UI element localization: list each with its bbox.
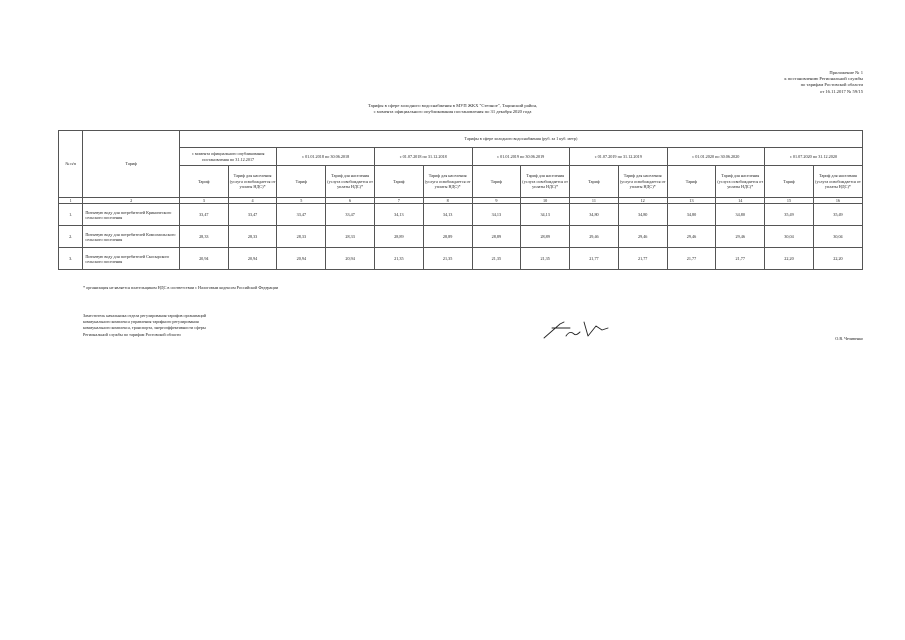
table-cell: 21,35 bbox=[472, 248, 521, 270]
table-cell: 20,94 bbox=[228, 248, 277, 270]
table-cell: 21,35 bbox=[521, 248, 570, 270]
column-number: 7 bbox=[374, 198, 423, 204]
table-cell: 34,80 bbox=[570, 204, 619, 226]
header-period-6: с 01.01.2020 по 30.06.2020 bbox=[667, 148, 765, 166]
header-period-3: с 01.07.2018 по 31.12.2018 bbox=[374, 148, 472, 166]
column-number: 13 bbox=[667, 198, 716, 204]
table-cell: 35,49 bbox=[813, 204, 862, 226]
table-cell: 34,13 bbox=[472, 204, 521, 226]
column-number: 15 bbox=[765, 198, 814, 204]
table-cell: 33,47 bbox=[228, 204, 277, 226]
table-row bbox=[59, 226, 863, 248]
subheader-population: Тариф для населения (услуга освобождается от уплаты НДС)* bbox=[228, 166, 277, 198]
table-cell: 34,80 bbox=[618, 204, 667, 226]
signer-line-1: Заместитель начальника отдела регулирования тарифов организаций bbox=[83, 313, 207, 318]
column-number: 9 bbox=[472, 198, 521, 204]
table-cell: 20,94 bbox=[179, 248, 228, 270]
appendix-line-4: от 16.11.2017 № 59/15 bbox=[819, 88, 863, 94]
table-cell: 21,77 bbox=[618, 248, 667, 270]
row-name: Питьевую воду для потребителей Кринического сельского поселения bbox=[83, 204, 180, 226]
header-tariff: Тариф bbox=[83, 131, 180, 198]
table-cell: 28,33 bbox=[277, 226, 326, 248]
table-row bbox=[59, 248, 863, 270]
table-cell: 28,33 bbox=[228, 226, 277, 248]
subheader-tariff: Тариф bbox=[277, 166, 326, 198]
subheader-population: Тариф для населения (услуга освобождается от уплаты НДС)* bbox=[618, 166, 667, 198]
column-number: 16 bbox=[813, 198, 862, 204]
subheader-population: Тариф для населения (услуга освобождается от уплаты НДС)* bbox=[813, 166, 862, 198]
row-name: Питьевую воду для потребителей Скосырского сельского поселения bbox=[83, 248, 180, 270]
header-period-1: с момента официального опубликования постановления по 31.12.2017 bbox=[179, 148, 277, 166]
signer-line-4: Региональной службы по тарифам Ростовской области bbox=[83, 331, 181, 337]
table-cell: 30,04 bbox=[813, 226, 862, 248]
column-number: 2 bbox=[83, 198, 180, 204]
table-cell: 28,89 bbox=[374, 226, 423, 248]
subheader-tariff: Тариф bbox=[765, 166, 814, 198]
appendix-block bbox=[784, 70, 863, 95]
table-cell: 28,33 bbox=[179, 226, 228, 248]
title-line-1: Тарифы в сфере холодного водоснабжения в МУП ЖКХ "Степное", Тацинский район, bbox=[367, 103, 538, 108]
handwritten-signature bbox=[540, 318, 610, 347]
table-cell: 21,77 bbox=[716, 248, 765, 270]
header-period-7: с 01.07.2020 по 31.12.2020 bbox=[765, 148, 863, 166]
table-cell: 34,80 bbox=[716, 204, 765, 226]
table-cell: 21,77 bbox=[667, 248, 716, 270]
table-cell: 21,35 bbox=[374, 248, 423, 270]
subheader-population: Тариф для населения (услуга освобождается от уплаты НДС)* bbox=[716, 166, 765, 198]
table-cell: 35,49 bbox=[765, 204, 814, 226]
table-cell: 28,89 bbox=[521, 226, 570, 248]
appendix-line-3: по тарифам Ростовской области bbox=[800, 82, 863, 88]
column-number: 1 bbox=[59, 198, 83, 204]
table-cell: 29,46 bbox=[618, 226, 667, 248]
table-cell: 34,13 bbox=[521, 204, 570, 226]
column-number: 14 bbox=[716, 198, 765, 204]
table-cell: 33,47 bbox=[277, 204, 326, 226]
title-line-2: с момента официального опубликования постановления по 31 декабря 2020 года bbox=[373, 109, 532, 115]
appendix-line-2: к постановлению Региональной службы bbox=[784, 76, 863, 82]
column-number: 8 bbox=[423, 198, 472, 204]
subheader-population: Тариф для населения (услуга освобождается от уплаты НДС)* bbox=[326, 166, 375, 198]
document-title bbox=[0, 103, 905, 116]
subheader-tariff: Тариф bbox=[472, 166, 521, 198]
subheader-tariff: Тариф bbox=[179, 166, 228, 198]
table-cell: 21,77 bbox=[570, 248, 619, 270]
table-cell: 33,47 bbox=[326, 204, 375, 226]
column-number: 10 bbox=[521, 198, 570, 204]
table-cell: 30,04 bbox=[765, 226, 814, 248]
signer-name: О.В. Чечивенко bbox=[835, 336, 863, 341]
table-cell: 28,89 bbox=[472, 226, 521, 248]
subheader-population: Тариф для населения (услуга освобождается от уплаты НДС)* bbox=[423, 166, 472, 198]
table-cell: 20,94 bbox=[277, 248, 326, 270]
column-number: 3 bbox=[179, 198, 228, 204]
column-number: 12 bbox=[618, 198, 667, 204]
signer-block bbox=[83, 313, 206, 338]
header-group: Тарифы в сфере холодного водоснабжения (руб. за 1 куб. метр) bbox=[179, 131, 862, 148]
subheader-tariff: Тариф bbox=[667, 166, 716, 198]
column-number: 5 bbox=[277, 198, 326, 204]
table-cell: 34,80 bbox=[667, 204, 716, 226]
subheader-tariff: Тариф bbox=[570, 166, 619, 198]
subheader-tariff: Тариф bbox=[374, 166, 423, 198]
signer-line-3: коммунального комплекса, транспорта, энергоэффективности сферы bbox=[83, 325, 206, 331]
table-cell: 22,20 bbox=[765, 248, 814, 270]
table-cell: 22,20 bbox=[813, 248, 862, 270]
row-number: 3. bbox=[59, 248, 83, 270]
row-name: Питьевую воду для потребителей Комсомольского сельского поселения bbox=[83, 226, 180, 248]
table-cell: 20,94 bbox=[326, 248, 375, 270]
table-cell: 29,46 bbox=[716, 226, 765, 248]
row-number: 2. bbox=[59, 226, 83, 248]
table-row bbox=[59, 204, 863, 226]
tariff-table bbox=[58, 130, 863, 270]
table-cell: 34,13 bbox=[423, 204, 472, 226]
column-number: 4 bbox=[228, 198, 277, 204]
row-number: 1. bbox=[59, 204, 83, 226]
header-period-5: с 01.07.2019 по 31.12.2019 bbox=[570, 148, 668, 166]
header-no: № п/п bbox=[59, 131, 83, 198]
table-cell: 21,35 bbox=[423, 248, 472, 270]
subheader-population: Тариф для населения (услуга освобождается от уплаты НДС)* bbox=[521, 166, 570, 198]
column-number: 11 bbox=[570, 198, 619, 204]
signer-line-2: коммунального комплекса управления тарифного регулирования bbox=[83, 319, 199, 325]
footnote: * организация не является плательщиком НДС в соответствии с Налоговым кодексом Российской Федерации bbox=[83, 285, 279, 290]
table-cell: 33,47 bbox=[179, 204, 228, 226]
appendix-line-1: Приложение № 1 bbox=[829, 70, 863, 75]
column-number: 6 bbox=[326, 198, 375, 204]
table-cell: 34,13 bbox=[374, 204, 423, 226]
header-period-4: с 01.01.2019 по 30.06.2019 bbox=[472, 148, 570, 166]
header-period-2: с 01.01.2018 по 30.06.2018 bbox=[277, 148, 375, 166]
table-cell: 29,46 bbox=[667, 226, 716, 248]
table-cell: 29,46 bbox=[570, 226, 619, 248]
table-cell: 28,89 bbox=[423, 226, 472, 248]
table-cell: 28,33 bbox=[326, 226, 375, 248]
